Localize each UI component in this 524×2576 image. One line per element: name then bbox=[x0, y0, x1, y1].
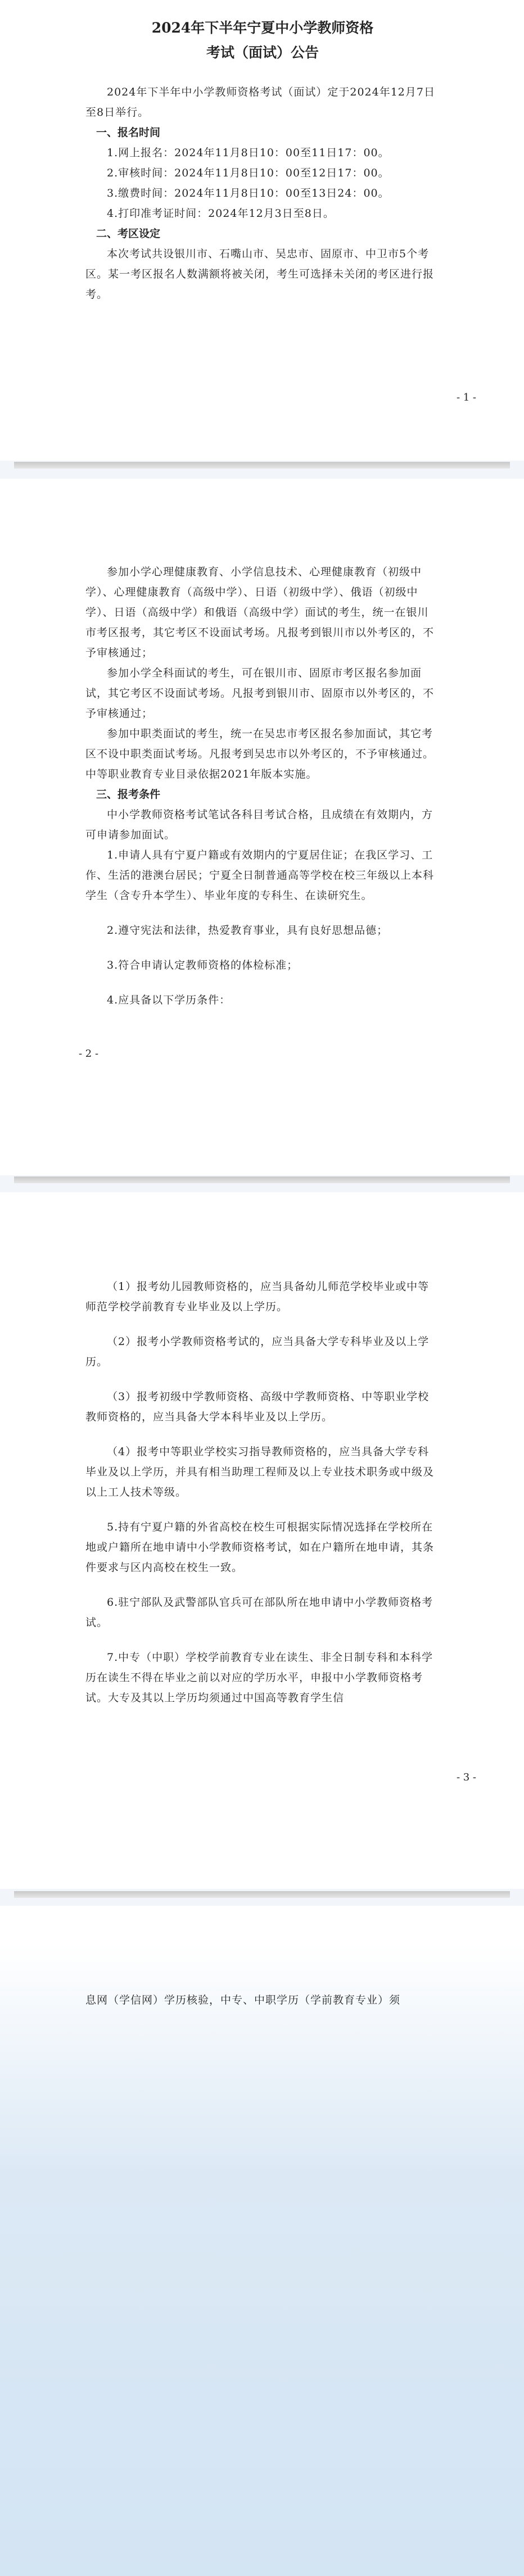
condition-item: 4.应具备以下学历条件： bbox=[107, 994, 231, 1006]
continued-text-fragment: 息网（学信网）学历核验，中专、中职学历（学前教育专业）须 bbox=[85, 1994, 401, 2006]
paragraph-vocational: 参加中职类面试的考生，统一在吴忠市考区报名参加面试，其它考区不设中职类面试考场。凡报考到吴忠市以外考区的，不予审核通过。中等职业教育专业目录依据2021年版本实施。 bbox=[85, 728, 435, 780]
page-number: - 1 - bbox=[456, 392, 476, 403]
condition-item: 6.驻宁部队及武警部队官兵可在部队所在地申请中小学教师资格考试。 bbox=[85, 1596, 433, 1629]
education-requirement-item: （3）报考初级中学教师资格、高级中学教师资格、中等职业学校教师资格的，应当具备大学本科毕业及以上学历。 bbox=[85, 1391, 430, 1423]
condition-item: 7.中专（中职）学校学前教育专业在读生、非全日制专科和本科学历在读生不得在毕业之前以对应的学历水平，申报中小学教师资格考试。大专及其以上学历均须通过中国高等教育学生信 bbox=[85, 1651, 433, 1704]
education-requirement-item: （4）报考中等职业学校实习指导教师资格的，应当具备大学专科毕业及以上学历，并具有相当助理工程师及以上专业技术职务或中级及以上工人技术等级。 bbox=[85, 1446, 435, 1498]
document-page-1 bbox=[0, 0, 524, 461]
registration-time-item: 2.审核时间：2024年11月8日10：00至12日17：00。 bbox=[107, 167, 390, 179]
registration-time-item: 1.网上报名：2024年11月8日10：00至11日17：00。 bbox=[107, 147, 390, 159]
intro-paragraph: 2024年下半年中小学教师资格考试（面试）定于2024年12月7日至8日举行。 bbox=[85, 86, 435, 119]
page-number: - 2 - bbox=[79, 1048, 99, 1060]
section-heading-requirements: 三、报考条件 bbox=[96, 788, 161, 801]
condition-item: 1.申请人具有宁夏户籍或有效期内的宁夏居住证；在我区学习、工作、生活的港澳台居民；宁夏全日制普通高等学校在校三年级以上本科学生（含专升本学生）、毕业年度的专科生、在读研究生。 bbox=[85, 849, 435, 902]
section-heading-exam-regions: 二、考区设定 bbox=[96, 228, 161, 240]
section-heading-registration-time: 一、报名时间 bbox=[96, 126, 161, 139]
education-requirement-item: （2）报考小学教师资格考试的，应当具备大学专科毕业及以上学历。 bbox=[85, 1335, 430, 1368]
exam-regions-paragraph: 本次考试共设银川市、石嘴山市、吴忠市、固原市、中卫市5个考区。某一考区报名人数满额将被关闭，考生可选择未关闭的考区进行报考。 bbox=[85, 248, 435, 301]
document-page-2 bbox=[0, 479, 524, 1175]
page-separator bbox=[14, 462, 510, 469]
condition-item: 3.符合申请认定教师资格的体检标准； bbox=[107, 959, 299, 971]
page-number: - 3 - bbox=[456, 1771, 476, 1783]
document-page-3 bbox=[0, 1192, 524, 1889]
condition-item: 5.持有宁夏户籍的外省高校在校生可根据实际情况选择在学校所在地或户籍所在地申请中小学教师资格考试，如在户籍所在地申请，其条件要求与区内高校在校生一致。 bbox=[85, 1521, 435, 1574]
document-page-4 bbox=[0, 1906, 524, 2576]
condition-item: 2.遵守宪法和法律，热爱教育事业，具有良好思想品德； bbox=[107, 924, 389, 937]
paragraph-primary-general: 参加小学全科面试的考生，可在银川市、固原市考区报名参加面试，其它考区不设面试考场。凡报考到银川市、固原市以外考区的，不予审核通过； bbox=[85, 667, 435, 720]
document-title-line2: 考试（面试）公告 bbox=[206, 44, 319, 61]
registration-time-item: 3.缴费时间：2024年11月8日10：00至13日24：00。 bbox=[107, 187, 390, 199]
education-requirement-item: （1）报考幼儿园教师资格的，应当具备幼儿师范学校毕业或中等师范学校学前教育专业毕业及以上学历。 bbox=[85, 1280, 430, 1313]
document-title-line1: 2024年下半年宁夏中小学教师资格 bbox=[151, 20, 374, 36]
registration-time-item: 4.打印准考证时间：2024年12月3日至8日。 bbox=[107, 207, 335, 220]
page-separator bbox=[14, 1176, 510, 1183]
page-separator bbox=[14, 1891, 510, 1898]
paragraph-written-exam-pass: 中小学教师资格考试笔试各科目考试合格，且成绩在有效期内，方可申请参加面试。 bbox=[85, 808, 433, 841]
paragraph-yinchuan-only: 参加小学心理健康教育、小学信息技术、心理健康教育（初级中学）、心理健康教育（高级中学）、日语（初级中学）、俄语（初级中学）、日语（高级中学）和俄语（高级中学）面试的考生，统一在银川市考区报考，其它考区不设面试考场。凡报考到银川市以外考区的，不予审核通过； bbox=[85, 566, 435, 659]
